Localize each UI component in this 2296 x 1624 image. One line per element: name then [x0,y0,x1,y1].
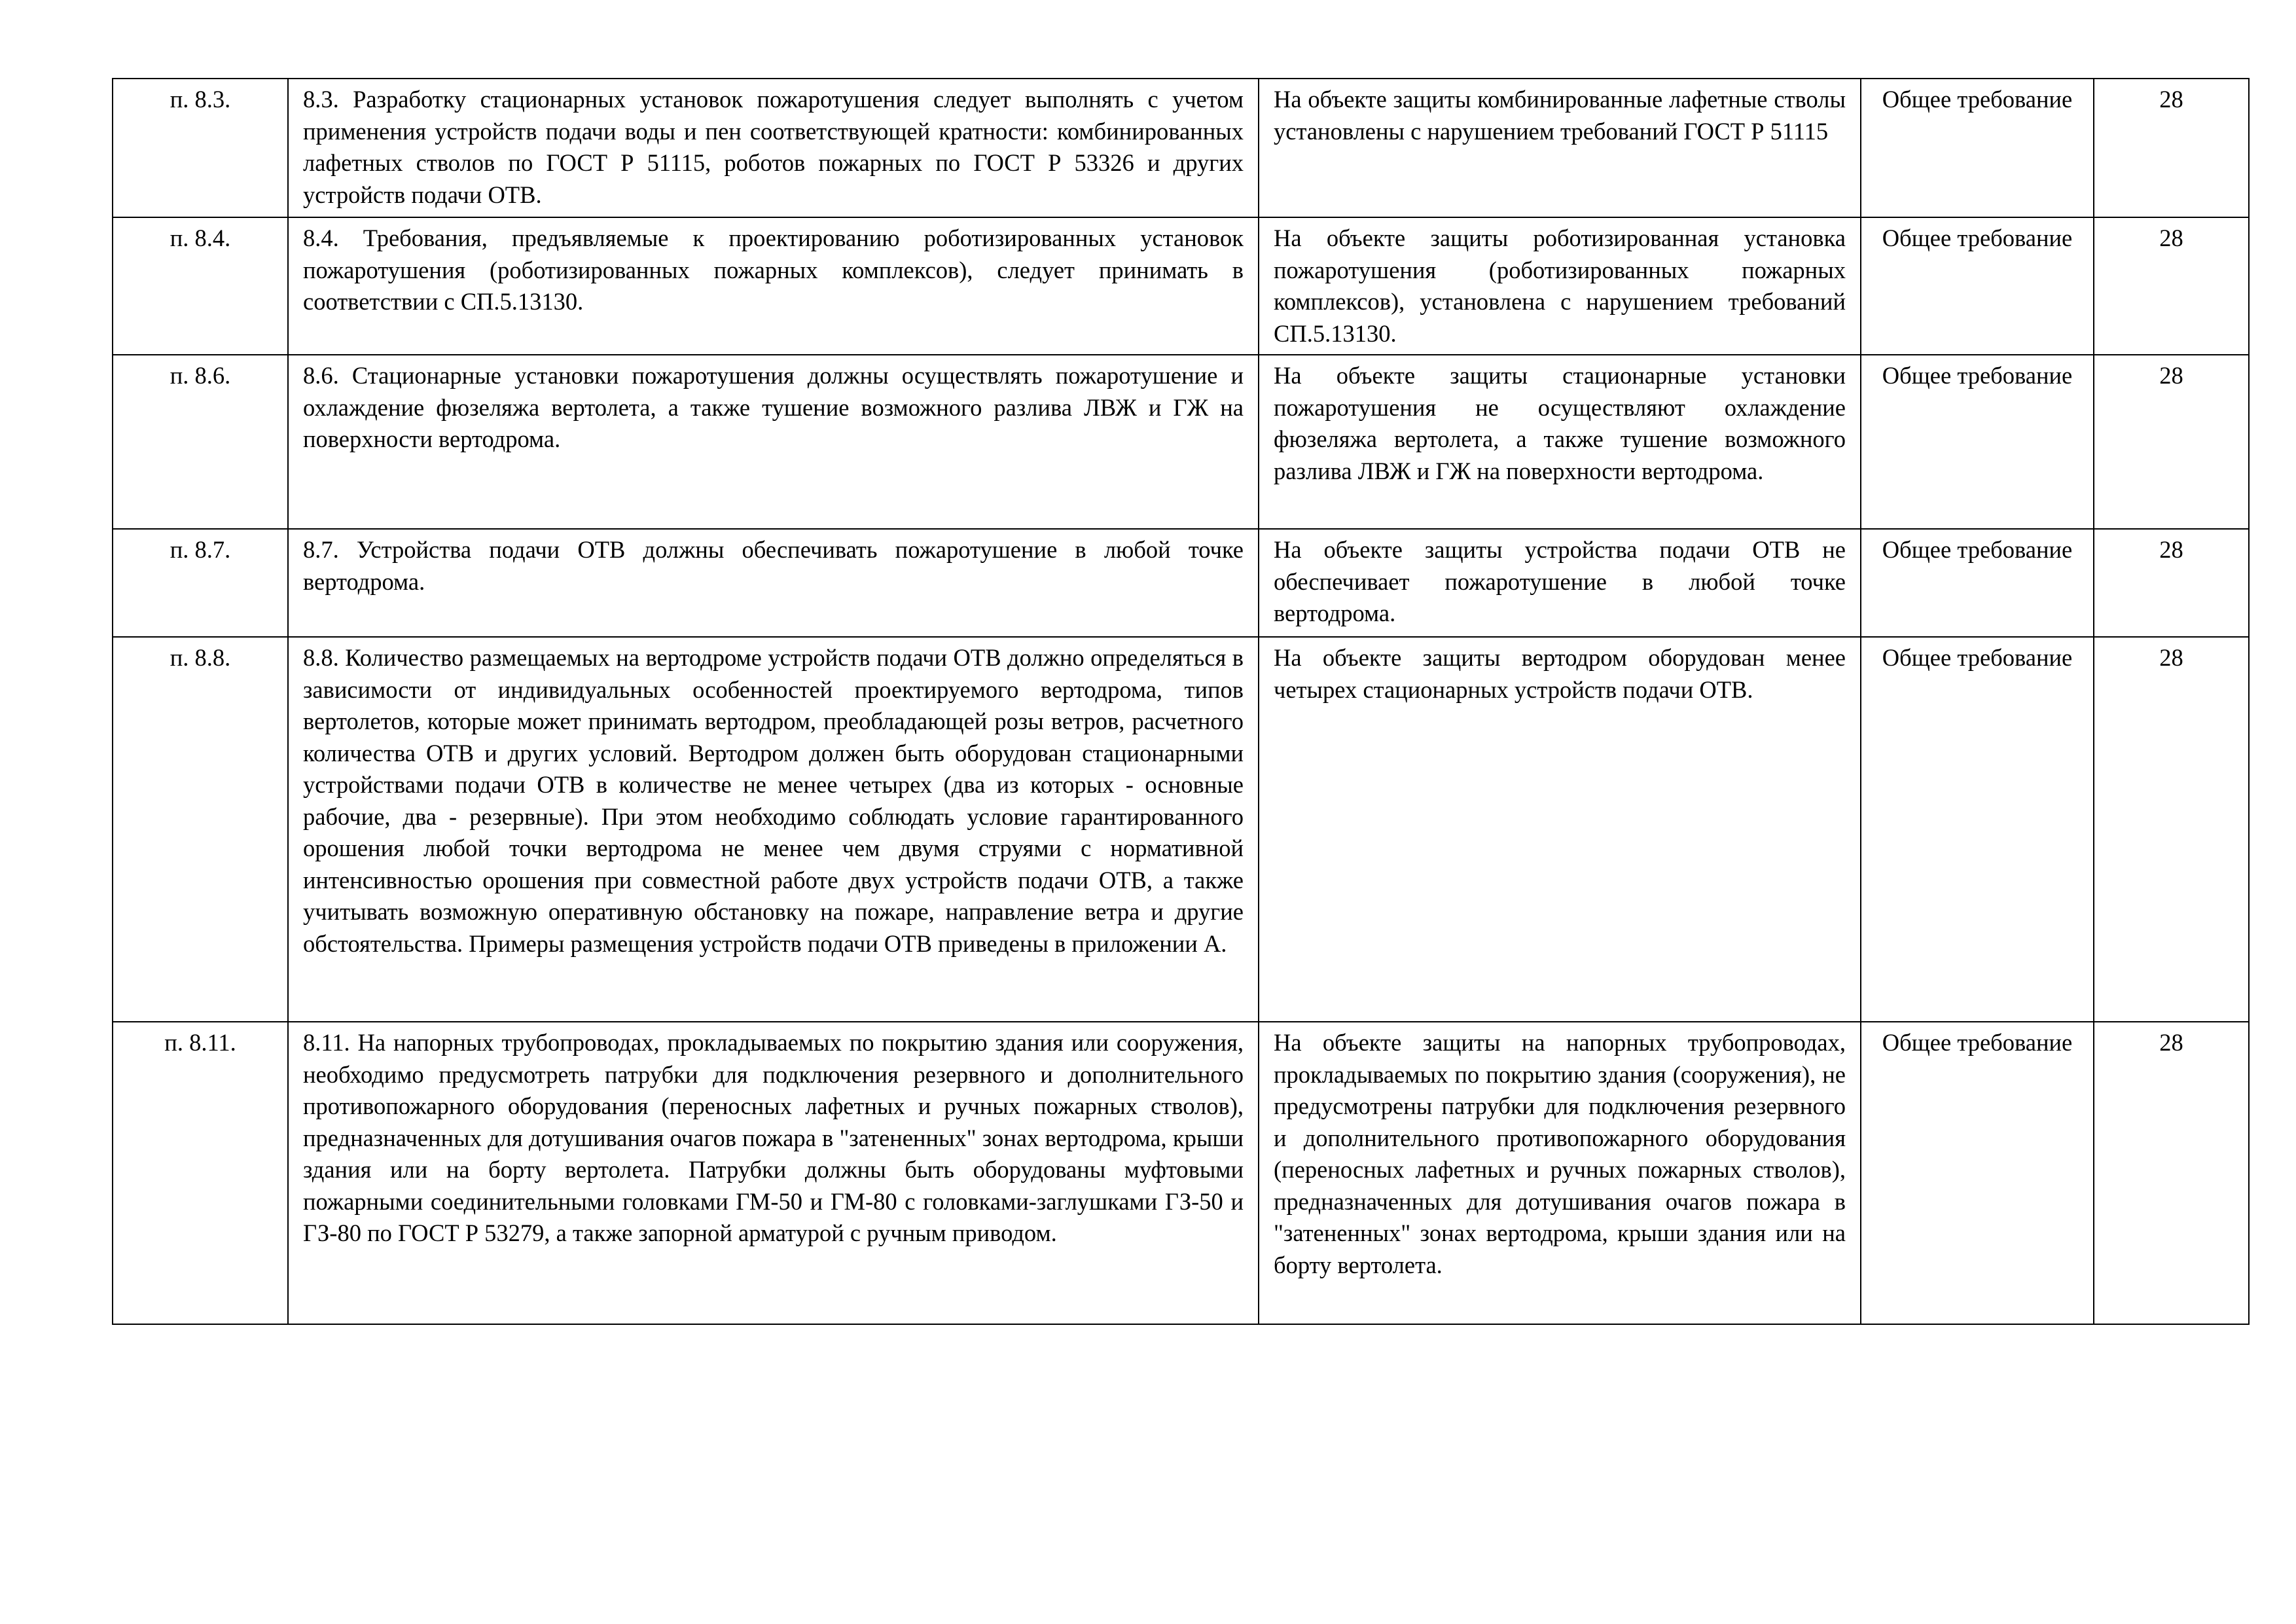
requirement-type-cell: Общее требование [1861,79,2094,217]
number-cell: 28 [2094,529,2249,637]
violation-cell: На объекте защиты роботизированная установка пожаротушения (роботизированных пожарных комплексов), установлена с нарушением требований СП.5.13130. [1259,217,1861,355]
clause-cell: п. 8.3. [113,79,288,217]
violation-cell: На объекте защиты стационарные установки пожаротушения не осуществляют охлаждение фюзеляжа вертолета, а также тушение возможного разлива ЛВЖ и ГЖ на поверхности вертодрома. [1259,355,1861,529]
table-row [113,79,2249,217]
clause-cell: п. 8.11. [113,1022,288,1324]
requirements-table [112,78,2250,1325]
requirement-type-cell: Общее требование [1861,217,2094,355]
number-cell: 28 [2094,637,2249,1022]
clause-cell: п. 8.8. [113,637,288,1022]
clause-cell: п. 8.4. [113,217,288,355]
violation-cell: На объекте защиты комбинированные лафетные стволы установлены с нарушением требований ГОСТ Р 51115 [1259,79,1861,217]
requirement-text-cell: 8.11. На напорных трубопроводах, прокладываемых по покрытию здания или сооружения, необходимо предусмотреть патрубки для подключения резервного и дополнительного противопожарного оборудования (переносных лафетных и ручных пожарных стволов), предназначенных для дотушивания очагов пожара в "затененных" зонах вертодрома, крыши здания или на борту вертолета. Патрубки должны быть оборудованы муфтовыми пожарными соединительными головками ГМ-50 и ГМ-80 с головками-заглушками ГЗ-50 и ГЗ-80 по ГОСТ Р 53279, а также запорной арматурой с ручным приводом. [288,1022,1259,1324]
violation-cell: На объекте защиты устройства подачи ОТВ не обеспечивает пожаротушение в любой точке вертодрома. [1259,529,1861,637]
requirements-page [112,78,2248,1325]
requirement-text-cell: 8.6. Стационарные установки пожаротушения должны осуществлять пожаротушение и охлаждение фюзеляжа вертолета, а также тушение возможного разлива ЛВЖ и ГЖ на поверхности вертодрома. [288,355,1259,529]
table-row [113,637,2249,1022]
violation-cell: На объекте защиты на напорных трубопроводах, прокладываемых по покрытию здания (сооружения), не предусмотрены патрубки для подключения резервного и дополнительного противопожарного оборудования (переносных лафетных и ручных пожарных стволов), предназначенных для дотушивания очагов пожара в "затененных" зонах вертодрома, крыши здания или на борту вертолета. [1259,1022,1861,1324]
table-row [113,529,2249,637]
table-row [113,1022,2249,1324]
table-row [113,217,2249,355]
requirement-type-cell: Общее требование [1861,1022,2094,1324]
clause-cell: п. 8.7. [113,529,288,637]
table-row [113,355,2249,529]
number-cell: 28 [2094,217,2249,355]
number-cell: 28 [2094,79,2249,217]
number-cell: 28 [2094,1022,2249,1324]
requirement-text-cell: 8.3. Разработку стационарных установок пожаротушения следует выполнять с учетом применения устройств подачи воды и пен соответствующей кратности: комбинированных лафетных стволов по ГОСТ Р 51115, роботов пожарных по ГОСТ Р 53326 и других устройств подачи ОТВ. [288,79,1259,217]
violation-cell: На объекте защиты вертодром оборудован менее четырех стационарных устройств подачи ОТВ. [1259,637,1861,1022]
requirement-text-cell: 8.7. Устройства подачи ОТВ должны обеспечивать пожаротушение в любой точке вертодрома. [288,529,1259,637]
requirement-type-cell: Общее требование [1861,355,2094,529]
requirement-text-cell: 8.4. Требования, предъявляемые к проектированию роботизированных установок пожаротушения (роботизированных пожарных комплексов), следует принимать в соответствии с СП.5.13130. [288,217,1259,355]
number-cell: 28 [2094,355,2249,529]
requirement-type-cell: Общее требование [1861,637,2094,1022]
requirement-type-cell: Общее требование [1861,529,2094,637]
requirement-text-cell: 8.8. Количество размещаемых на вертодроме устройств подачи ОТВ должно определяться в зависимости от индивидуальных особенностей проектируемого вертодрома, типов вертолетов, которые может принимать вертодром, преобладающей розы ветров, расчетного количества ОТВ и других условий. Вертодром должен быть оборудован стационарными устройствами подачи ОТВ в количестве не менее четырех (два из которых - основные рабочие, два - резервные). При этом необходимо соблюдать условие гарантированного орошения любой точки вертодрома не менее чем двумя струями с нормативной интенсивностью орошения при совместной работе двух устройств подачи ОТВ, а также учитывать возможную оперативную обстановку на пожаре, направление ветра и другие обстоятельства. Примеры размещения устройств подачи ОТВ приведены в приложении А. [288,637,1259,1022]
clause-cell: п. 8.6. [113,355,288,529]
